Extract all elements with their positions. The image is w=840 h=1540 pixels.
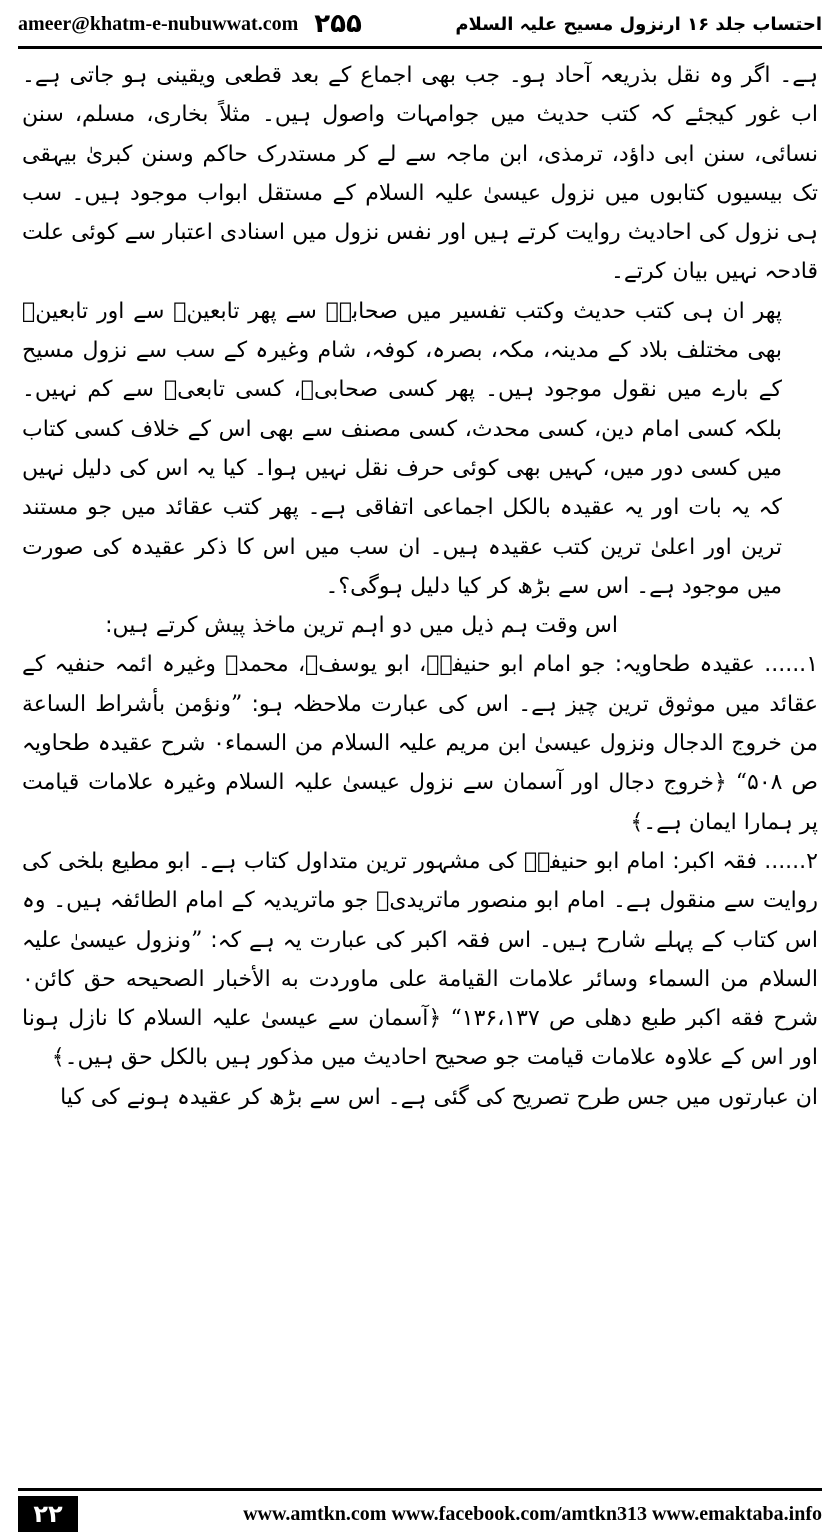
body-text	[22, 56, 818, 1470]
item-1	[22, 645, 818, 841]
item-1-number: ۱......	[764, 652, 818, 678]
item-1-translation: ﴿خروج دجال اور آسمان سے نزول عیسیٰ علیہ السلام وغیرہ علامات قیامت پر ہمارا ایمان ہے۔﴾	[22, 770, 818, 835]
header-left	[18, 9, 362, 39]
item-1-arabic-quote: ”ونؤمن بأشراط الساعة من خروج الدجال ونزول عیسیٰ ابن مریم علیہ السلام من السماء۰ شرح عقیدہ طحاویہ ص ۵۰۸“	[22, 691, 818, 796]
paragraph-2: پھر ان ہی کتب حدیث وکتب تفسیر میں صحابہؓ سے پھر تابعینؒ سے اور تابعینؒ بھی مختلف بلاد کے مدینہ، مکہ، بصرہ، کوفہ، شام وغیرہ کے سب سے نزول مسیح کے بارے میں نقول موجود ہیں۔ پھر کسی صحابیؓ، کسی تابعیؒ سے کم نہیں۔ بلکہ کسی امام دین، کسی محدث، کسی مصنف سے بھی اس کے خلاف کسی کتاب میں کسی دور میں، کہیں بھی کوئی حرف نقل نہیں ہوا۔ کیا یہ اس کی دلیل نہیں کہ یہ بات اور یہ عقیدہ بالکل اجماعی اتفاقی ہے۔ پھر کتب عقائد میں جو مستند ترین اور اعلیٰ ترین کتب عقیدہ ہیں۔ ان سب میں اس کا ذکر عقیدہ کی صورت میں موجود ہے۔ اس سے بڑھ کر کیا دلیل ہوگی؟۔	[22, 298, 782, 599]
paragraph-last: ان عبارتوں میں جس طرح تصریح کی گئی ہے۔ اس سے بڑھ کر عقیدہ ہونے کی کیا	[60, 1084, 818, 1110]
item-1-text: عقیدہ طحاویہ: جو امام ابو حنیفہؒ، ابو یوسفؒ، محمدؒ وغیرہ ائمہ حنفیہ کے عقائد میں موثوق ترین چیز ہے۔ اس کی عبارت ملاحظہ ہو:	[22, 652, 818, 717]
item-2-translation: ﴿آسمان سے عیسیٰ علیہ السلام کا نازل ہونا اور اس کے علاوہ علامات قیامت جو صحیح احادیث میں مذکور ہیں بالکل حق ہیں۔﴾	[22, 1006, 818, 1071]
item-2-arabic-quote: ”ونزول عیسیٰ علیہ السلام من السماء وسائر علامات القیامة علی ماوردت به الأخبار الصحیحه حق کائن۰ شرح فقه اکبر طبع دهلی ص ۱۳۶،۱۳۷“	[22, 927, 818, 1032]
page-footer	[18, 1494, 822, 1534]
header-title: احتساب جلد ۱۶ ارنزول مسیح علیہ السلام	[455, 13, 822, 35]
item-2-text: فقہ اکبر: امام ابو حنیفہؒ کی مشہور ترین متداول کتاب ہے۔ ابو مطیع بلخی کی روایت سے منقول ہے۔ امام ابو منصور ماتریدیؒ جو ماتریدیہ کے امام الطائفہ ہیں۔ وہ اس کتاب کے پہلے شارح ہیں۔ اس فقہ اکبر کی عبارت یہ ہے کہ:	[22, 848, 818, 953]
header-email: ameer@khatm-e-nubuwwat.com	[18, 12, 299, 35]
paragraph-1: ہے۔ اگر وہ نقل بذریعہ آحاد ہو۔ جب بھی اجماع کے بعد قطعی ویقینی ہو جاتی ہے۔ اب غور کیجئے کہ کتب حدیث میں جوامہات واصول ہیں۔ مثلاً بخاری، مسلم، سنن نسائی، سنن ابی داؤد، ترمذی، ابن ماجہ سے لے کر مستدرک حاکم وسنن کبریٰ بیہقی تک بیسیوں کتابوں میں نزول عیسیٰ علیہ السلام کے مستقل ابواب موجود ہیں۔ سب ہی نزول کی احادیث روایت کرتے ہیں اور نفس نزول میں اسنادی اعتبار سے کوئی علت قادحہ نہیں بیان کرتے۔	[22, 63, 818, 285]
footer-page-box: ۲۲	[18, 1496, 78, 1532]
paragraph-3: اس وقت ہم ذیل میں دو اہم ترین ماخذ پیش کرتے ہیں:	[105, 613, 618, 639]
footer-links: www.amtkn.com www.facebook.com/amtkn313 www.emaktaba.info	[243, 1502, 822, 1525]
item-2-number: ۲......	[764, 848, 818, 874]
header-page-number: ۲۵۵	[314, 9, 362, 39]
header-rule	[18, 46, 822, 49]
footer-rule	[18, 1488, 822, 1491]
page-header	[18, 4, 822, 44]
item-2	[22, 842, 818, 1078]
